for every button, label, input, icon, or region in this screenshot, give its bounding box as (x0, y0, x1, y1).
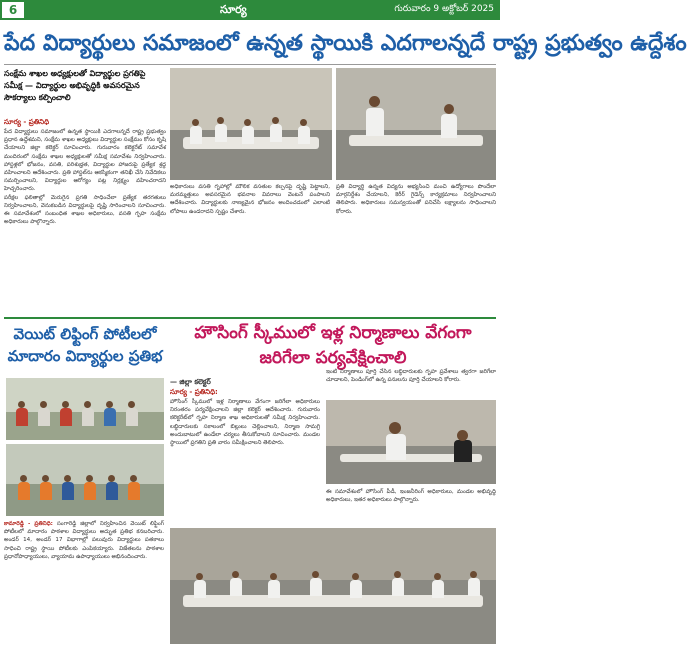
housing-paragraph-1: హౌసింగ్ స్కీములో ఇళ్ల నిర్మాణాలు వేగంగా జరిగేలా అధికారులు నిరంతరం పర్యవేక్షించాలని జిల్లా కలెక్టర్ ఆదేశించారు. గురువారం కలెక్టరేట్‌లో గృహ నిర్మాణ శాఖ అధికారులతో సమీక్ష నిర్వహించారు. లబ్ధిదారులకు సకాలంలో బిల్లులు చెల్లించాలని, నిర్మాణ సామగ్రి అందుబాటులో ఉండేలా చర్యలు తీసుకోవాలని సూచించారు. మండల స్థాయిలో ప్రగతిని ప్రతి వారం సమీక్షించాలని తెలిపారు. (170, 399, 320, 447)
housing-column-2 (326, 368, 496, 396)
students-photo-1 (6, 378, 164, 440)
weightlifting-headline: వెయిట్ లిఫ్టింగ్ పోటీలలో మాదారం విద్యార్థుల ప్రతిభ (6, 323, 164, 375)
housing-column-1 (170, 398, 320, 524)
lead-paragraph-2: పరీక్షల ఫలితాల్లో మెరుగైన ప్రగతి సాధించేలా ప్రత్యేక తరగతులు నిర్వహించాలని, వెనుకబడిన విద్యార్థులపై దృష్టి సారించాలని సూచించారు. ఈ సమావేశంలో సంబంధిత శాఖల అధికారులు, వసతి గృహ సంక్షేమ అధికారులు పాల్గొన్నారు. (4, 194, 166, 226)
students-photo-2 (6, 444, 164, 516)
housing-meeting-photo-1 (326, 400, 496, 484)
housing-deck: — జిల్లా కలెక్టర్ (170, 378, 211, 386)
lead-deck: సంక్షేమ శాఖల అధ్యక్షులతో విద్యార్థుల ప్రగతిపై సమీక్ష — విద్యార్థుల అభివృద్ధికి అవసరమైన సౌకర్యాలు కల్పించాలి (4, 69, 146, 102)
weightlifting-body: సంగారెడ్డి జిల్లాలో నిర్వహించిన వెయిట్ లిఫ్టింగ్ పోటీలలో మాదారం పాఠశాల విద్యార్థులు అద్భుత ప్రతిభ కనబరిచారు. అండర్ 14, అండర్ 17 విభాగాల్లో పలువురు విద్యార్థులు పతకాలు సాధించి రాష్ట్ర స్థాయి పోటీలకు ఎంపికయ్యారు. విజేతలను పాఠశాల ప్రధానోపాధ్యాయులు, వ్యాయామ ఉపాధ్యాయులు అభినందించారు. (4, 521, 165, 560)
housing-column-3 (326, 488, 496, 522)
meeting-photo-1 (170, 68, 332, 180)
housing-meeting-photo-2 (170, 528, 496, 644)
weightlifting-column (4, 520, 164, 642)
weightlifting-byline: కామారెడ్డి - ప్రతినిధి: (4, 521, 53, 527)
lead-column-1 (4, 128, 166, 314)
housing-headline: హౌసింగ్ స్కీములో ఇళ్ల నిర్మాణాలు వేగంగా జరిగేలా పర్యవేక్షించాలి (170, 321, 496, 373)
main-headline: పేద విద్యార్థులు సమాజంలో ఉన్నత స్థాయికి ఎదగాలన్నదే రాష్ట్ర ప్రభుత్వం ఉద్దేశం (4, 30, 687, 56)
dateline: గురువారం 9 అక్టోబర్ 2025 (394, 4, 494, 14)
lead-paragraph-3: అధికారులు వసతి గృహాల్లో మౌలిక వసతుల కల్పనపై దృష్టి పెట్టాలని, మరమ్మత్తులు అవసరమైన భవనాల వివరాలు వెంటనే పంపాలని ఆదేశించారు. విద్యార్థులకు నాణ్యమైన భోజనం అందించడంలో ఎలాంటి లోపాలు ఉండరాదని స్పష్టం చేశారు. (170, 184, 330, 215)
lead-column-3 (336, 183, 496, 314)
lead-paragraph-1: పేద విద్యార్థులు సమాజంలో ఉన్నత స్థాయికి ఎదగాలన్నదే రాష్ట్ర ప్రభుత్వం ప్రధాన ఉద్దేశమని, సంక్షేమ శాఖల అధ్యక్షులు విద్యార్థుల సంక్షేమం కోసం కృషి చేయాలని జిల్లా కలెక్టర్ సూచించారు. గురువారం కలెక్టరేట్ సమావేశ మందిరంలో సంక్షేమ శాఖల అధ్యక్షులతో సమీక్ష సమావేశం నిర్వహించారు. హాస్టళ్లలో భోజనం, వసతి, పరిశుభ్రత, విద్యార్థుల హాజరుపై ప్రత్యేక శ్రద్ధ వహించాలని ఆదేశించారు. ప్రతి హాస్టల్‌ను ఆకస్మికంగా తనిఖీ చేసి నివేదికలు సమర్పించాలని, విద్యార్థుల ఆరోగ్యం పట్ల నిర్లక్ష్యం వహించరాదని హెచ్చరించారు. (4, 129, 166, 193)
housing-byline: సూర్య - ప్రతినిధి: (170, 388, 218, 396)
masthead-bar (0, 0, 500, 20)
meeting-photo-2 (336, 68, 496, 180)
lead-column-2 (170, 183, 330, 314)
housing-paragraph-3: ఈ సమావేశంలో హౌసింగ్ పీడీ, ఇంజనీరింగ్ అధికారులు, మండల అభివృద్ధి అధికారులు, ఇతర అధికారులు పాల్గొన్నారు. (326, 489, 496, 504)
paper-name: సూర్య (220, 3, 247, 16)
lead-paragraph-4: ప్రతి విద్యార్థి ఉన్నత విద్యను అభ్యసించి మంచి ఉద్యోగాలు పొందేలా మార్గనిర్దేశం చేయాలని, కెరీర్ గైడెన్స్ కార్యక్రమాలు నిర్వహించాలని తెలిపారు. అధికారులు సమన్వయంతో పనిచేసి లక్ష్యాలను సాధించాలని కోరారు. (336, 184, 496, 215)
section-divider (4, 317, 496, 319)
divider (4, 64, 496, 65)
housing-paragraph-2: ఇంటి నిర్మాణాలు పూర్తి చేసిన లబ్ధిదారులకు గృహ ప్రవేశాలు త్వరగా జరిగేలా చూడాలని, పెండింగ్‌లో ఉన్న పనులను పూర్తి చేయాలని కోరారు. (326, 369, 496, 384)
page-number: 6 (2, 2, 24, 18)
lead-byline: సూర్య - ప్రతినిధి (4, 118, 50, 126)
